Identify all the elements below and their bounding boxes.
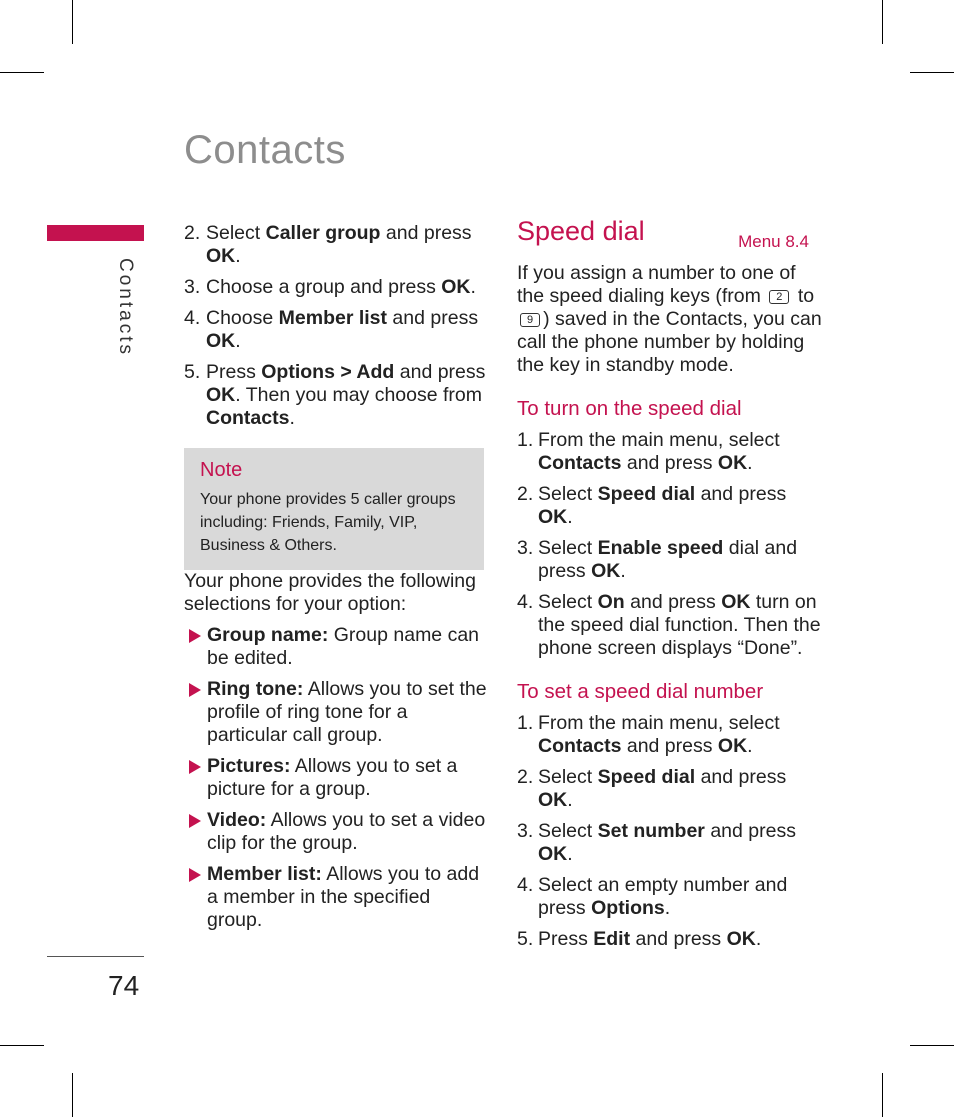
step-keyword: Speed dial [597, 483, 696, 505]
crop-mark [72, 1073, 73, 1117]
step-keyword: OK [717, 452, 748, 474]
step-keyword: Options > Add [261, 361, 395, 383]
step-text: Select [538, 537, 598, 559]
step-text: . [620, 560, 626, 582]
list-item [184, 624, 489, 670]
step-keyword: OK [717, 735, 748, 757]
step-text: dial and press [538, 537, 798, 582]
step-text: Select [206, 222, 266, 244]
right-column [517, 216, 822, 959]
options-list [184, 624, 489, 932]
step-item [517, 712, 822, 758]
page-title: Contacts [184, 128, 346, 172]
triangle-bullet-icon [189, 760, 201, 774]
step-keyword: Caller group [265, 222, 381, 244]
menu-reference: Menu 8.4 [738, 232, 809, 251]
crop-mark [882, 1073, 883, 1117]
intro-text: If you assign a number to one of the speed dialing keys (from [517, 262, 796, 307]
step-keyword: OK [721, 591, 751, 613]
list-item [184, 863, 489, 932]
option-label: Member list: [207, 863, 322, 885]
list-item [184, 678, 489, 747]
step-keyword: OK [206, 245, 236, 267]
step-keyword: Contacts [538, 735, 622, 757]
step-text: From the main menu, select [538, 429, 780, 451]
step-text: . [747, 735, 753, 757]
step-number: 3. [517, 537, 534, 559]
triangle-bullet-icon [189, 683, 201, 697]
step-keyword: Options [591, 897, 665, 919]
section-title: Speed dial [517, 216, 645, 246]
step-text: and press [704, 820, 796, 842]
option-label: Pictures: [207, 755, 291, 777]
step-number: 4. [184, 307, 201, 329]
step-item [517, 874, 822, 920]
step-item [517, 591, 822, 660]
step-text: Select [538, 483, 598, 505]
step-item [184, 276, 489, 299]
step-item [517, 429, 822, 475]
step-item [517, 820, 822, 866]
options-intro: Your phone provides the following selections for your option: [184, 570, 476, 615]
step-text: . [747, 452, 753, 474]
step-keyword: On [597, 591, 625, 613]
step-text: and press [621, 735, 718, 757]
option-text: Allows you to set a video clip for the group. [207, 809, 486, 854]
step-keyword: Edit [593, 928, 631, 950]
subheading-turn-on: To turn on the speed dial [517, 397, 742, 420]
step-text: and press [621, 452, 718, 474]
step-text: . [567, 506, 573, 528]
step-keyword: Contacts [538, 452, 622, 474]
step-keyword: OK [206, 330, 236, 352]
step-text: . [755, 928, 762, 950]
step-number: 2. [517, 766, 534, 788]
left-column [184, 222, 489, 940]
step-keyword: OK [441, 276, 471, 298]
step-text: and press [394, 361, 486, 383]
option-label: Ring tone: [207, 678, 304, 700]
side-accent-bar [47, 225, 144, 241]
step-item [517, 483, 822, 529]
step-text: Select [538, 591, 598, 613]
step-number: 5. [517, 928, 534, 950]
step-text: . Then you may choose from [235, 384, 483, 406]
note-text: Your phone provides 5 caller groups including: Friends, Family, VIP, Business & Others. [200, 491, 456, 554]
option-label: Group name: [207, 624, 329, 646]
step-item [184, 222, 489, 268]
step-text: turn on the speed dial function. Then the phone screen displays “Done”. [538, 591, 821, 659]
step-text: Choose [206, 307, 279, 329]
step-number: 1. [517, 712, 534, 734]
list-item [184, 755, 489, 801]
step-number: 2. [517, 483, 534, 505]
triangle-bullet-icon [189, 868, 201, 882]
step-number: 3. [184, 276, 201, 298]
list-item [184, 809, 489, 855]
step-keyword: Member list [278, 307, 388, 329]
step-text: and press [387, 307, 479, 329]
step-keyword: OK [538, 789, 568, 811]
step-text: Press [206, 361, 262, 383]
step-text: . [235, 330, 241, 352]
step-text: . [664, 897, 671, 919]
step-text: . [470, 276, 476, 298]
option-label: Video: [207, 809, 267, 831]
subheading-set-number: To set a speed dial number [517, 680, 764, 703]
step-number: 4. [517, 874, 534, 896]
step-text: Press [538, 928, 594, 950]
step-item [184, 361, 489, 430]
option-text: Allows you to set the profile of ring tone for a particular call group. [207, 678, 487, 746]
crop-mark [0, 72, 44, 73]
page-number-rule [47, 956, 144, 957]
intro-text: ) saved in the Contacts, you can call the phone number by holding the key in standby mode. [517, 308, 822, 376]
step-text: . [567, 843, 573, 865]
step-number: 3. [517, 820, 534, 842]
step-text: and press [695, 766, 787, 788]
set-number-steps [517, 712, 822, 951]
step-item [184, 307, 489, 353]
option-text: Allows you to set a picture for a group. [207, 755, 458, 800]
intro-text: to [792, 285, 815, 307]
step-text: Choose a group and press [206, 276, 442, 298]
step-number: 2. [184, 222, 201, 244]
step-text: . [567, 789, 573, 811]
crop-mark [72, 0, 73, 44]
keypad-9-icon: 9 [520, 313, 540, 327]
triangle-bullet-icon [189, 629, 201, 643]
step-keyword: OK [206, 384, 236, 406]
crop-mark [910, 72, 954, 73]
step-keyword: Set number [597, 820, 705, 842]
step-item [517, 928, 822, 951]
section-heading [517, 216, 822, 254]
crop-mark [910, 1045, 954, 1046]
step-keyword: OK [591, 560, 621, 582]
speed-dial-intro [517, 262, 822, 377]
step-text: From the main menu, select [538, 712, 780, 734]
crop-mark [0, 1045, 44, 1046]
triangle-bullet-icon [189, 814, 201, 828]
crop-mark [882, 0, 883, 44]
option-text: Group name can be edited. [207, 624, 480, 669]
step-keyword: OK [538, 843, 568, 865]
step-text: and press [624, 591, 722, 613]
note-title: Note [200, 459, 243, 481]
step-text: Select [538, 766, 598, 788]
keypad-2-icon: 2 [769, 290, 789, 304]
step-item [517, 766, 822, 812]
side-section-label: Contacts [115, 258, 136, 357]
step-text: . [235, 245, 241, 267]
step-keyword: OK [538, 506, 568, 528]
page-number: 74 [108, 970, 140, 1001]
step-keyword: Enable speed [597, 537, 724, 559]
step-text: and press [630, 928, 727, 950]
step-number: 4. [517, 591, 534, 613]
step-keyword: OK [726, 928, 756, 950]
step-text: . [289, 407, 295, 429]
option-text: Allows you to add a member in the specified group. [207, 863, 480, 931]
step-number: 5. [184, 361, 201, 383]
step-text: and press [695, 483, 787, 505]
step-text: and press [380, 222, 472, 244]
note-box [184, 448, 484, 570]
step-keyword: Speed dial [597, 766, 696, 788]
step-text: Select [538, 820, 598, 842]
step-item [517, 537, 822, 583]
step-keyword: Contacts [206, 407, 290, 429]
step-text: Select an empty number and press [538, 874, 788, 919]
step-number: 1. [517, 429, 534, 451]
turn-on-steps [517, 429, 822, 660]
